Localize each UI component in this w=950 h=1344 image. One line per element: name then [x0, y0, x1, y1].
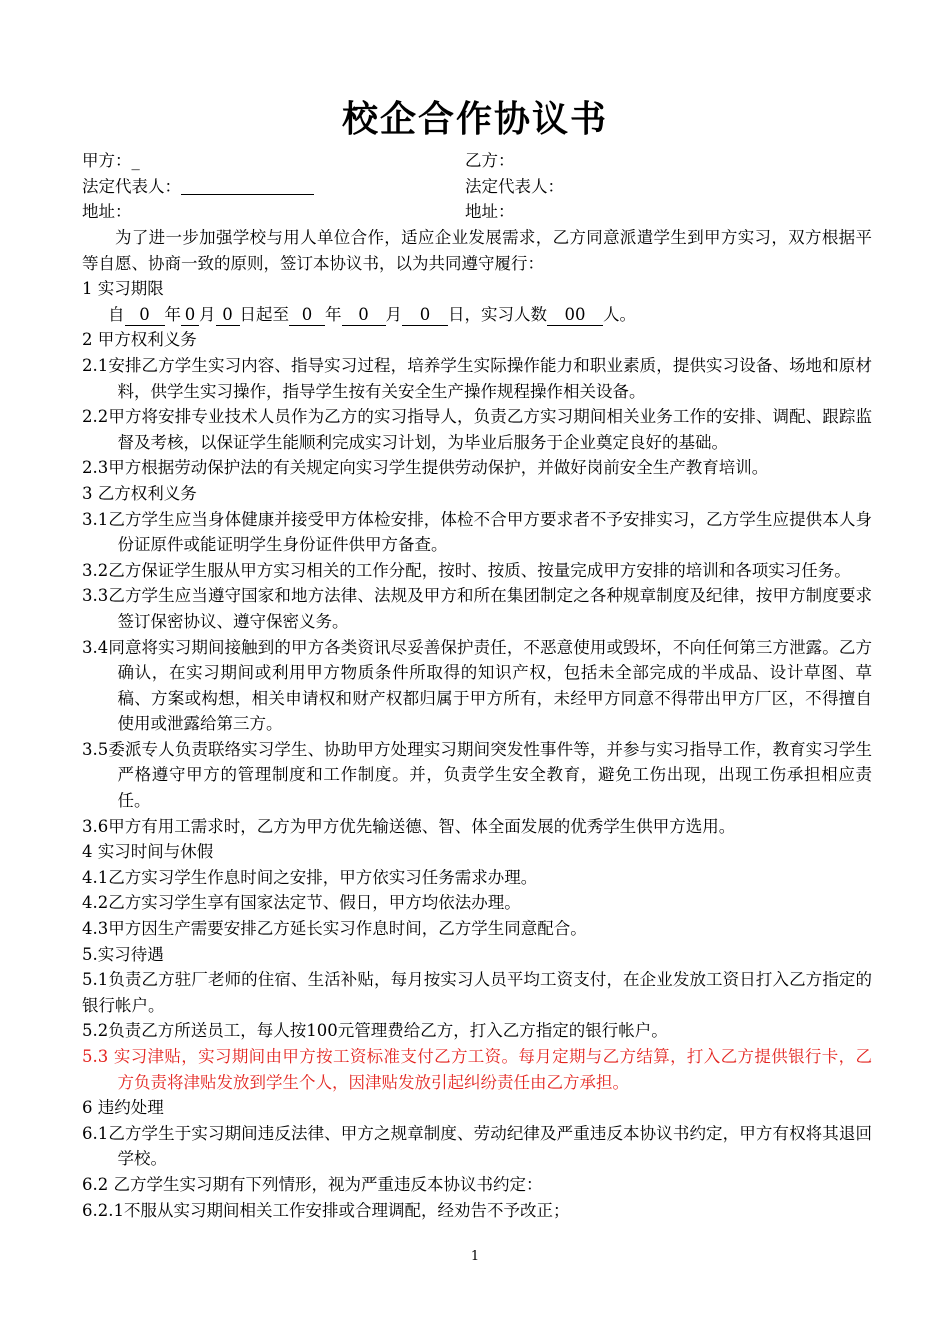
clause-5-2: 5.2负责乙方所送员工，每人按100元管理费给乙方，打入乙方指定的银行帐户。: [82, 1021, 668, 1041]
intro-paragraph: 为了进一步加强学校与用人单位合作，适应企业发展需求，乙方同意派遣学生到甲方实习，双方根据平等自愿、协商一致的原则，签订本协议书，以为共同遵守履行：: [82, 228, 872, 273]
period-text-person: 人。: [603, 304, 636, 324]
period-text-count: 日，实习人数: [448, 304, 547, 324]
section-5-heading: 5.实习待遇: [82, 944, 164, 964]
parties-block: [82, 148, 872, 225]
party-b-label: 乙方：: [465, 151, 515, 170]
party-a-value: _: [131, 151, 140, 170]
clause-3-6: 3.6甲方有用工需求时，乙方为甲方优先输送德、智、体全面发展的优秀学生供甲方选用。: [82, 816, 736, 836]
party-a-address-label: 地址：: [82, 202, 132, 222]
document-title: 校企合作协议书: [341, 99, 608, 140]
intern-count: 00: [547, 305, 603, 326]
period-text-day-to: 日起至: [239, 304, 289, 324]
party-a-rep-label: 法定代表人：: [82, 176, 181, 196]
clause-3-1: 3.1乙方学生应当身体健康并接受甲方体检安排，体检不合甲方要求者不予安排实习，乙方学生应提供本人身份证原件或能证明学生身份证件供甲方备查。: [82, 509, 872, 555]
page-number: 1: [470, 1249, 480, 1264]
start-month: 0: [181, 305, 199, 326]
party-a-label: 甲方：: [82, 151, 132, 170]
clause-6-1: 6.1乙方学生于实习期间违反法律、甲方之规章制度、劳动纪律及严重违反本协议书约定，甲方有权将其退回学校。: [82, 1123, 872, 1169]
section-2-heading: 2 甲方权利义务: [82, 330, 197, 350]
section-6-heading: 6 违约处理: [82, 1098, 164, 1118]
clause-4-3: 4.3甲方因生产需要安排乙方延长实习作息时间，乙方学生同意配合。: [82, 919, 587, 939]
party-a-info: [82, 148, 314, 225]
party-a-rep-blank: [181, 176, 314, 195]
period-text-year: 年: [164, 304, 181, 324]
clause-4-2: 4.2乙方实习学生享有国家法定节、假日，甲方均依法办理。: [82, 893, 521, 913]
clause-3-2: 3.2乙方保证学生服从甲方实习相关的工作分配，按时、按质、按量完成甲方安排的培训和各项实习任务。: [82, 560, 851, 580]
document-body: [82, 148, 872, 1223]
clause-5-3-highlighted: 5.3 实习津贴，实习期间由甲方按工资标准支付乙方工资。每月定期与乙方结算，打入乙方提供银行卡，乙方负责将津贴发放到学生个人，因津贴发放引起纠纷责任由乙方承担。: [82, 1047, 872, 1092]
party-b-address-label: 地址：: [465, 202, 515, 222]
clause-2-3: 2.3甲方根据劳动保护法的有关规定向实习学生提供劳动保护，并做好岗前安全生产教育培训。: [82, 458, 769, 478]
period-text-month: 月: [199, 304, 216, 324]
start-year: 0: [125, 305, 165, 326]
end-year: 0: [289, 305, 325, 326]
clause-6-2-1: 6.2.1不服从实习期间相关工作安排或合理调配，经劝告不予改正；: [82, 1200, 570, 1220]
internship-period-line: 自 0 年 0 月 0 日起至 0 年 0 月 0 日，实习人数 00 人。: [108, 304, 636, 324]
clause-2-1: 2.1安排乙方学生实习内容、指导实习过程，培养学生实际操作能力和职业素质，提供实习设备、场地和原材料，供学生实习操作，指导学生按有关安全生产操作规程操作相关设备。: [82, 355, 872, 401]
clause-5-1: 5.1负责乙方驻厂老师的住宿、生活补贴，每月按实习人员平均工资支付，在企业发放工资日打入乙方指定的银行帐户。: [82, 970, 872, 1015]
end-day: 0: [402, 305, 448, 326]
section-1-heading: 1 实习期限: [82, 279, 164, 299]
clause-4-1: 4.1乙方实习学生作息时间之安排，甲方依实习任务需求办理。: [82, 867, 538, 887]
clause-3-4: 3.4同意将实习期间接触到的甲方各类资讯尽妥善保护责任，不恶意使用或毁坏，不向任何第三方泄露。乙方确认，在实习期间或利用甲方物质条件所取得的知识产权，包括未全部完成的半成品、设计草图、草稿、方案或构想，相关申请权和财产权都归属于甲方所有，未经甲方同意不得带出甲方厂区，不得擅自使用或泄露给第三方。: [82, 637, 872, 734]
end-month: 0: [342, 305, 386, 326]
clause-3-3: 3.3乙方学生应当遵守国家和地方法律、法规及甲方和所在集团制定之各种规章制度及纪律，按甲方制度要求签订保密协议、遵守保密义务。: [82, 586, 872, 631]
party-b-rep-label: 法定代表人：: [465, 176, 564, 196]
period-text-from: 自: [108, 304, 125, 324]
party-b-info: [465, 148, 564, 225]
start-day: 0: [216, 305, 240, 326]
section-3-heading: 3 乙方权利义务: [82, 483, 197, 503]
clause-3-5: 3.5委派专人负责联络实习学生、协助甲方处理实习期间突发性事件等，并参与实习指导工作，教育实习学生严格遵守甲方的管理制度和工作制度。并，负责学生安全教育，避免工伤出现，出现工伤承担相应责任。: [82, 739, 872, 811]
clause-6-2: 6.2 乙方学生实习期有下列情形，视为严重违反本协议书约定：: [82, 1174, 543, 1194]
section-4-heading: 4 实习时间与休假: [82, 842, 214, 862]
clause-2-2: 2.2甲方将安排专业技术人员作为乙方的实习指导人，负责乙方实习期间相关业务工作的安排、调配、跟踪监督及考核，以保证学生能顺利完成实习计划，为毕业后服务于企业奠定良好的基础。: [82, 407, 872, 452]
